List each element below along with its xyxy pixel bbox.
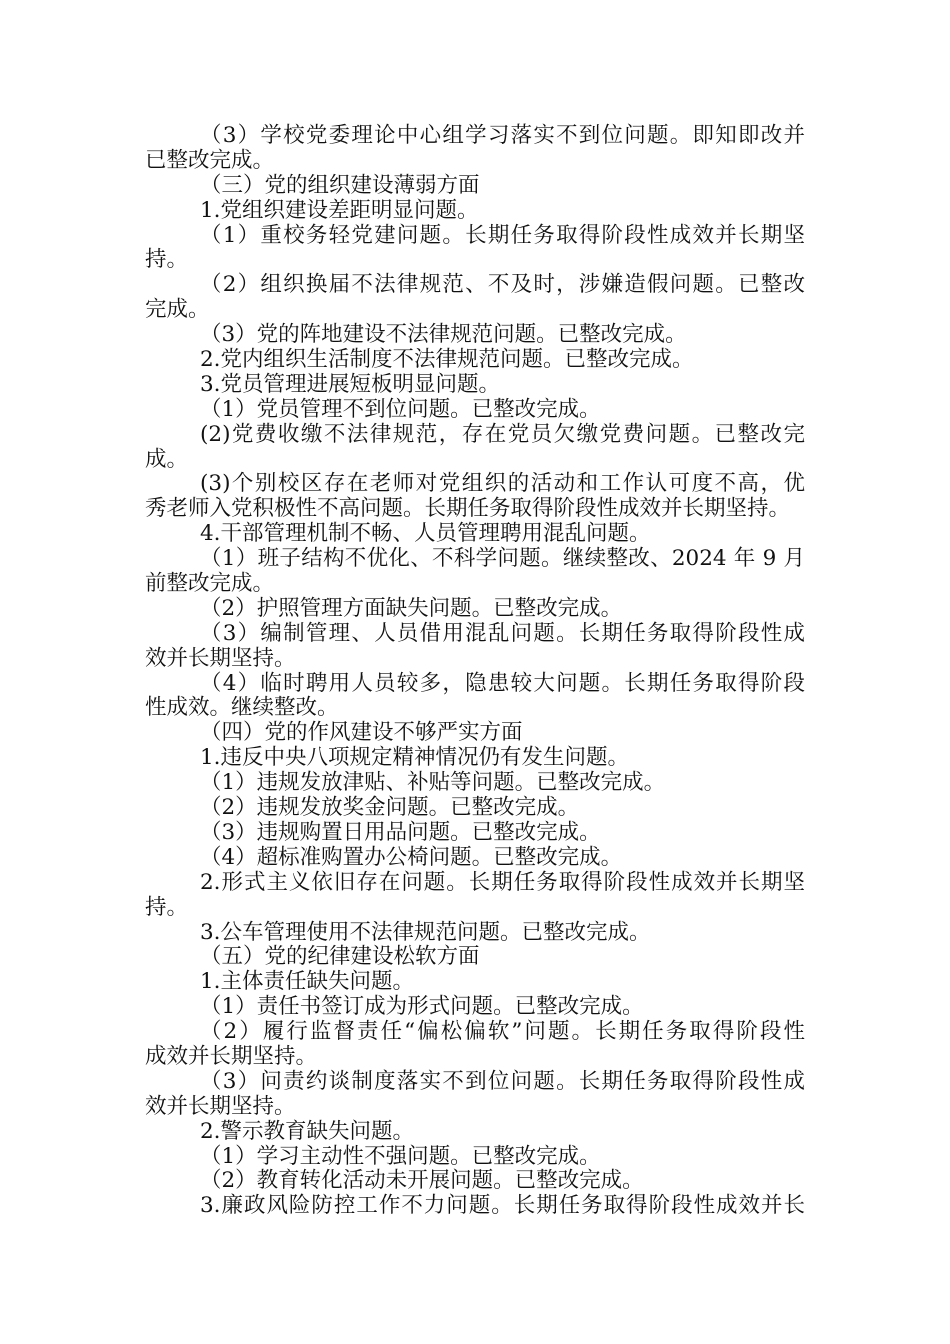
- text-line: （4）超标准购置办公椅问题。已整改完成。: [200, 844, 623, 870]
- paragraph: [145, 547, 805, 597]
- text-line: （1）重校务轻党建问题。长期任务取得阶段性成效并长期坚: [200, 222, 805, 248]
- paragraph: [145, 1169, 805, 1194]
- text-line: 1.违反中央八项规定精神情况仍有发生问题。: [200, 745, 630, 771]
- text-line: 3.廉政风险防控工作不力问题。长期任务取得阶段性成效并长: [200, 1193, 805, 1219]
- paragraph: [145, 1120, 805, 1145]
- text-line: 4.干部管理机制不畅、人员管理聘用混乱问题。: [200, 521, 651, 547]
- text-line: （4）临时聘用人员较多，隐患较大问题。长期任务取得阶段: [200, 670, 805, 696]
- paragraph: [145, 1145, 805, 1170]
- text-line: 2.警示教育缺失问题。: [200, 1118, 415, 1144]
- paragraph: [145, 921, 805, 946]
- text-line: （1）责任书签订成为形式问题。已整改完成。: [200, 994, 644, 1020]
- text-line: （3）学校党委理论中心组学习落实不到位问题。即知即改并: [200, 123, 805, 148]
- text-line: （2）教育转化活动未开展问题。已整改完成。: [200, 1168, 644, 1194]
- text-line: （2）护照管理方面缺失问题。已整改完成。: [200, 595, 623, 621]
- paragraph: [145, 597, 805, 622]
- text-line: 3.公车管理使用不法律规范问题。已整改完成。: [200, 919, 651, 945]
- text-line: （3）党的阵地建设不法律规范问题。已整改完成。: [200, 322, 687, 348]
- text-line: （2）履行监督责任“偏松偏软”问题。长期任务取得阶段性: [200, 1019, 805, 1045]
- text-line: （1）学习主动性不强问题。已整改完成。: [200, 1143, 601, 1169]
- paragraph: [145, 622, 805, 672]
- text-line: （1）班子结构不优化、不科学问题。继续整改、2024 年 9 月: [200, 546, 805, 572]
- paragraph: [145, 945, 805, 970]
- text-line: 秀老师入党积极性不高问题。长期任务取得阶段性成效并长期坚持。: [145, 496, 791, 522]
- paragraph: [145, 472, 805, 522]
- paragraph: [145, 224, 805, 274]
- paragraph: [145, 796, 805, 821]
- text-line: （2）组织换届不法律规范、不及时，涉嫌造假问题。已整改: [200, 272, 805, 298]
- paragraph: [145, 423, 805, 473]
- text-line: (3)个别校区存在老师对党组织的活动和工作认可度不高，优: [200, 471, 805, 497]
- text-line: 成。: [145, 446, 189, 472]
- text-line: 效并长期坚持。: [145, 645, 296, 671]
- text-line: （1）违规发放津贴、补贴等问题。已整改完成。: [200, 770, 666, 796]
- document-body: [145, 124, 805, 1219]
- paragraph: [145, 746, 805, 771]
- paragraph: [145, 995, 805, 1020]
- paragraph: [145, 1194, 805, 1219]
- text-line: 效并长期坚持。: [145, 1093, 296, 1119]
- paragraph: [145, 124, 805, 174]
- paragraph: [145, 672, 805, 722]
- paragraph: [145, 721, 805, 746]
- text-line: 持。: [145, 894, 189, 920]
- text-line: 2.形式主义依旧存在问题。长期任务取得阶段性成效并长期坚: [200, 869, 805, 895]
- text-line: 3.党员管理进展短板明显问题。: [200, 371, 501, 397]
- paragraph: [145, 522, 805, 547]
- paragraph: [145, 348, 805, 373]
- text-line: （1）党员管理不到位问题。已整改完成。: [200, 396, 601, 422]
- text-line: 成效并长期坚持。: [145, 1043, 318, 1069]
- text-line: （2）违规发放奖金问题。已整改完成。: [200, 795, 580, 821]
- paragraph: [145, 1020, 805, 1070]
- paragraph: [145, 398, 805, 423]
- text-line: 已整改完成。: [145, 147, 275, 173]
- paragraph: [145, 199, 805, 224]
- text-line: （三）党的组织建设薄弱方面: [200, 172, 480, 198]
- text-line: 完成。: [145, 297, 210, 323]
- text-line: （五）党的纪律建设松软方面: [200, 944, 480, 970]
- text-line: 1.主体责任缺失问题。: [200, 969, 415, 995]
- text-line: （四）党的作风建设不够严实方面: [200, 720, 523, 746]
- text-line: 2.党内组织生活制度不法律规范问题。已整改完成。: [200, 347, 694, 373]
- paragraph: [145, 871, 805, 921]
- paragraph: [145, 1070, 805, 1120]
- text-line: （3）编制管理、人员借用混乱问题。长期任务取得阶段性成: [200, 620, 805, 646]
- text-line: (2)党费收缴不法律规范，存在党员欠缴党费问题。已整改完: [200, 421, 805, 447]
- paragraph: [145, 821, 805, 846]
- text-line: 1.党组织建设差距明显问题。: [200, 197, 479, 223]
- text-line: 持。: [145, 247, 189, 273]
- text-line: 前整改完成。: [145, 571, 275, 597]
- paragraph: [145, 323, 805, 348]
- text-line: （3）违规购置日用品问题。已整改完成。: [200, 819, 601, 845]
- paragraph: [145, 273, 805, 323]
- text-line: 性成效。继续整改。: [145, 695, 339, 721]
- paragraph: [145, 771, 805, 796]
- text-line: （3）问责约谈制度落实不到位问题。长期任务取得阶段性成: [200, 1068, 805, 1094]
- paragraph: [145, 174, 805, 199]
- paragraph: [145, 373, 805, 398]
- paragraph: [145, 970, 805, 995]
- paragraph: [145, 846, 805, 871]
